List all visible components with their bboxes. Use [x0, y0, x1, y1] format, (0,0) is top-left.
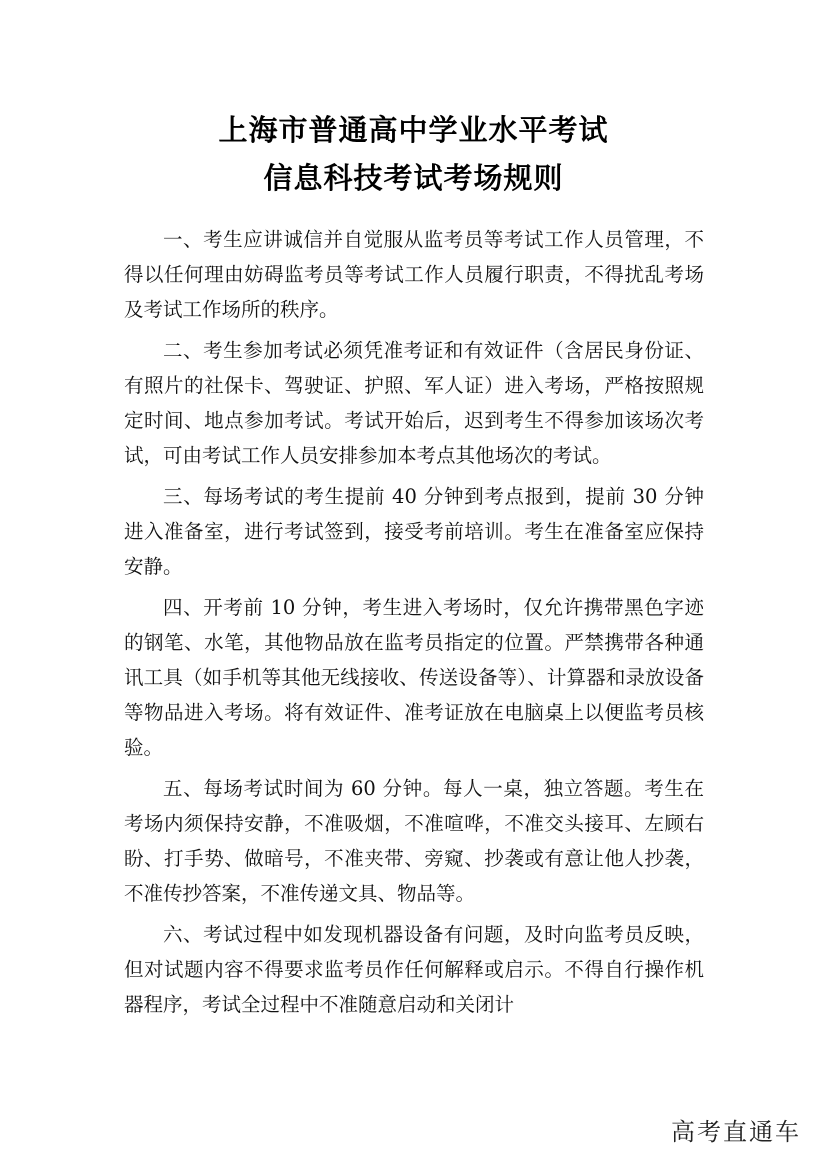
- rule-paragraph-3: 三、每场考试的考生提前 40 分钟到考点报到，提前 30 分钟进入准备室，进行考试签到，接受考前培训。考生在准备室应保持安静。: [124, 485, 704, 578]
- rule-paragraph-5: 五、每场考试时间为 60 分钟。每人一桌，独立答题。考生在考场内须保持安静，不准吸烟，不准喧哗，不准交头接耳、左顾右盼、打手势、做暗号，不准夹带、旁窥、抄袭或有意让他人抄袭，不准传抄答案，不准传递文具、物品等。: [124, 777, 704, 905]
- rule-paragraph-1: 一、考生应讲诚信并自觉服从监考员等考试工作人员管理，不得以任何理由妨碍监考员等考试工作人员履行职责，不得扰乱考场及考试工作场所的秩序。: [124, 228, 704, 321]
- watermark-text: 高考直通车: [671, 1118, 801, 1146]
- rule-paragraph-4: 四、开考前 10 分钟，考生进入考场时，仅允许携带黑色字迹的钢笔、水笔，其他物品放在监考员指定的位置。严禁携带各种通讯工具（如手机等其他无线接收、传送设备等）、计算器和录放设备等物品进入考场。将有效证件、准考证放在电脑桌上以便监考员核验。: [124, 596, 704, 759]
- document-title-line-1: 上海市普通高中学业水平考试: [218, 113, 609, 147]
- rule-paragraph-6: 六、考试过程中如发现机器设备有问题，及时向监考员反映，但对试题内容不得要求监考员作任何解释或启示。不得自行操作机器程序，考试全过程中不准随意启动和关闭计: [124, 923, 704, 1016]
- rule-paragraph-2: 二、考生参加考试必须凭准考证和有效证件（含居民身份证、有照片的社保卡、驾驶证、护照、军人证）进入考场，严格按照规定时间、地点参加考试。考试开始后，迟到考生不得参加该场次考试，可由考试工作人员安排参加本考点其他场次的考试。: [124, 339, 704, 467]
- rules-body: [124, 222, 704, 1028]
- document-title-line-2: 信息科技考试考场规则: [263, 161, 564, 195]
